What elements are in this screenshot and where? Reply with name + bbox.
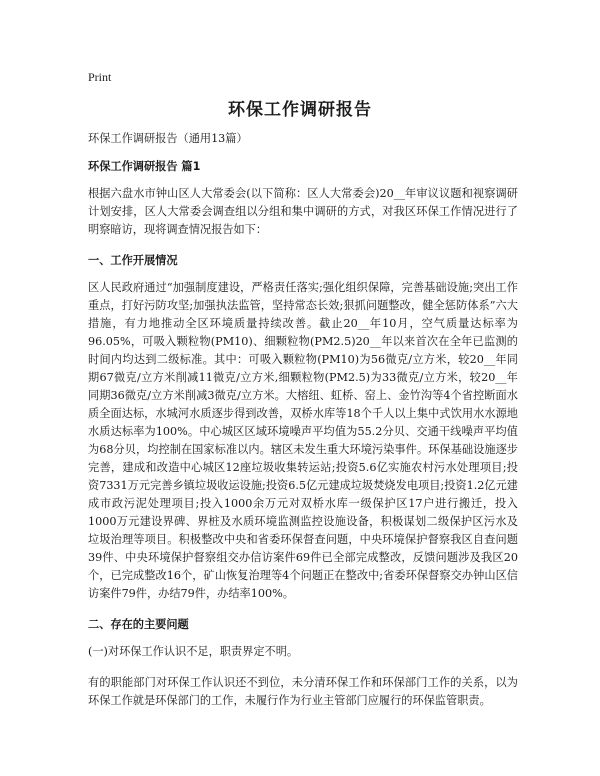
document-body [88, 130, 518, 723]
document-subtitle: 环保工作调研报告（通用13篇） [88, 132, 248, 145]
page-title: 环保工作调研报告 [228, 100, 372, 120]
section-1-heading: 一、工作开展情况 [88, 254, 178, 267]
intro-paragraph: 根据六盘水市钟山区人大常委会(以下简称：区人大常委会)20__年审议议题和视察调研计划安排，区人大常委会调查组以分组和集中调研的方式，对我区环保工作情况进行了明察暗访，现将调查情况报告如下： [88, 187, 518, 236]
part-heading: 环保工作调研报告 篇1 [88, 160, 201, 173]
section-2-paragraph: 有的职能部门对环保工作认识还不到位，未分清环保工作和环保部门工作的关系，以为环保工作就是环保部门的工作，未履行作为行业主管部门应履行的环保监管职责。 [88, 676, 518, 707]
section-2-heading: 二、存在的主要问题 [88, 618, 189, 631]
section-2-subheading: (一)对环保工作认识不足，职责界定不明。 [88, 645, 299, 658]
print-label: Print [88, 70, 112, 84]
section-1-paragraph: 区人民政府通过“加强制度建设，严格责任落实;强化组织保障，完善基础设施;突出工作重点，打好污防攻坚;加强执法监管，坚持常态长效;狠抓问题整改，健全惩防体系”六大措施，有力地推动全区环境质量持续改善。截止20__年10月，空气质量达标率为96.05%，可吸入颗粒物(PM10)、细颗粒物(PM2.5)20__年以来首次在全年已监测的时间内均达到二级标准。其中：可吸入颗粒物(PM10)为56微克/立方米，较20__年同期67微克/立方米削减11微克/立方米,细颗粒物(PM2.5)为33微克/立方米，较20__年同期36微克/立方米削减3微克/立方米。大榕纽、虹桥、窑上、金竹沟等4个省控断面水质全面达标，水城河水质逐步得到改善，双桥水库等18个千人以上集中式饮用水水源地水质达标率为100%。中心城区区域环境噪声平均值为55.2分贝、交通干线噪声平均值为68分贝，均控制在国家标准以内。辖区未发生重大环境污染事件。环保基础设施逐步完善，建成和改造中心城区12座垃圾收集转运站;投资5.6亿实施农村污水处理项目;投资7331万元完善乡镇垃圾收运设施;投资6.5亿元建成垃圾焚烧发电项目;投资1.2亿元建成市政污泥处理项目;投入1000余万元对双桥水库一级保护区17户进行搬迁，投入1000万元建设界碑、界桩及水质环境监测监控设施设备，积极谋划二级保护区污水及垃圾治理等项目。积极整改中央和省委环保督查问题，中央环境保护督察我区自查问题39件、中央环境保护督察组交办信访案件69件已全部完成整改，反馈问题涉及我区20个，已完成整改16个，矿山恢复治理等4个问题正在整改中;省委环保督察交办钟山区信访案件79件，办结79件，办结率100%。 [88, 281, 518, 600]
